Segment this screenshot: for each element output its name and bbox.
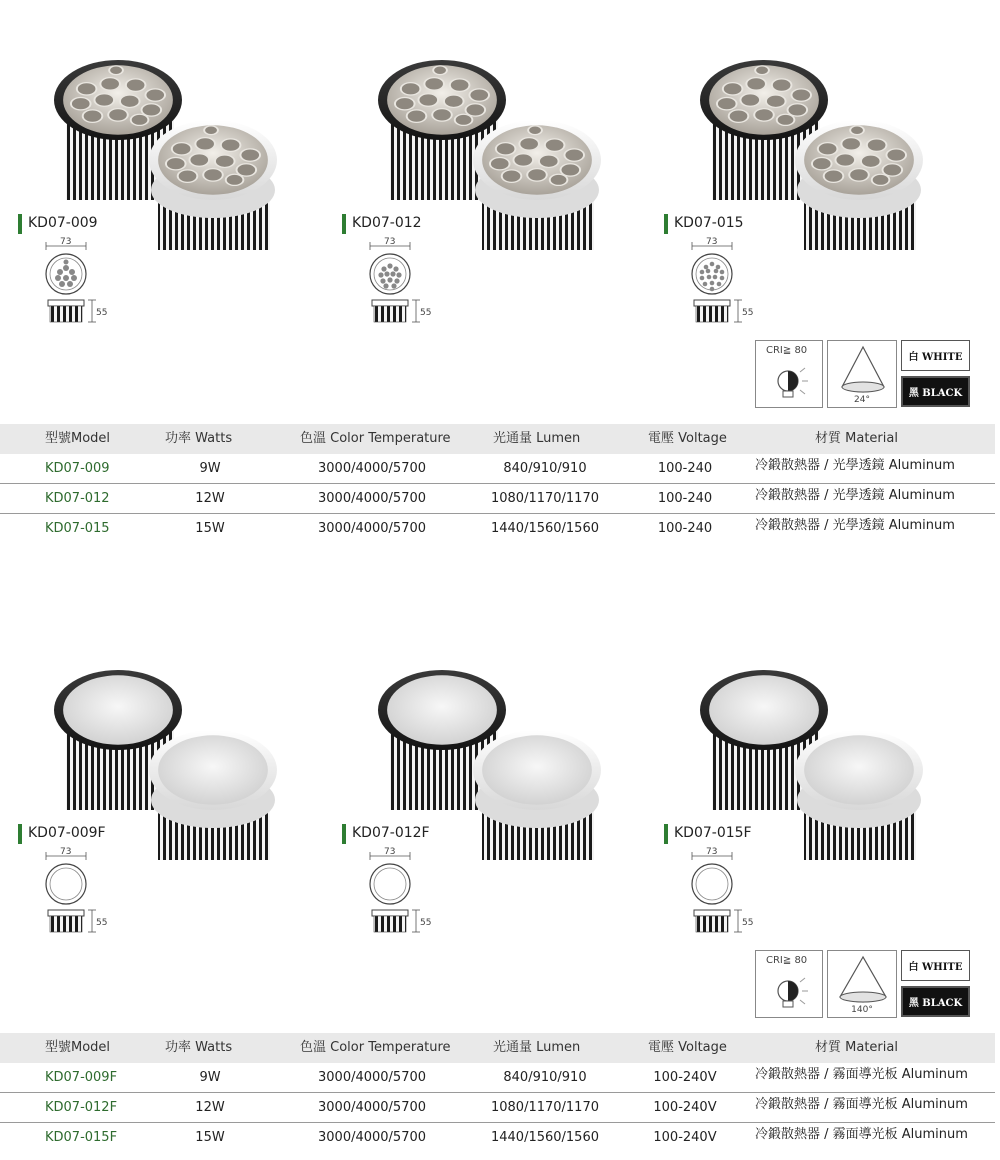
cell-color-temperature: 3000/4000/5700 <box>318 521 427 536</box>
table-header <box>0 424 995 454</box>
cell-watts: 15W <box>195 521 225 536</box>
table-row <box>0 454 995 484</box>
bulb-icon <box>756 341 824 409</box>
black-swatch: 黑 BLACK <box>901 376 970 407</box>
header-material: 材質 Material <box>815 431 898 446</box>
header-lumen: 光通量 Lumen <box>493 431 581 446</box>
header-model: 型號Model <box>45 1040 111 1055</box>
cell-voltage: 100-240 <box>657 461 713 476</box>
header-watts: 功率 Watts <box>165 1040 233 1055</box>
cell-material: 冷鍛散熱器 / 光學透鏡 Aluminum <box>755 488 955 503</box>
model-label: KD07-009F <box>18 824 106 844</box>
width-dimension: 73 <box>60 237 72 247</box>
cell-model: KD07-009 <box>45 461 110 476</box>
product-card <box>664 610 964 930</box>
cell-material: 冷鍛散熱器 / 霧面導光板 Aluminum <box>755 1097 968 1112</box>
dimension-drawing <box>350 848 430 948</box>
beam-angle-label: 24° <box>854 395 870 405</box>
bulb-icon <box>756 951 824 1019</box>
cell-watts: 9W <box>199 461 221 476</box>
cell-voltage: 100-240V <box>653 1070 717 1085</box>
cell-color-temperature: 3000/4000/5700 <box>318 491 427 506</box>
table-header <box>0 1033 995 1063</box>
product-card <box>18 610 318 930</box>
cell-model: KD07-015F <box>45 1130 118 1145</box>
header-color-temperature: 色溫 Color Temperature <box>300 431 451 446</box>
cell-model: KD07-015 <box>45 521 110 536</box>
spec-table <box>0 424 995 544</box>
dimension-drawing <box>26 238 106 338</box>
cell-voltage: 100-240V <box>653 1100 717 1115</box>
cell-color-temperature: 3000/4000/5700 <box>318 1070 427 1085</box>
white-swatch: 白 WHITE <box>901 950 970 981</box>
model-label: KD07-012 <box>342 214 422 234</box>
header-watts: 功率 Watts <box>165 431 233 446</box>
dimension-drawing <box>350 238 430 338</box>
cell-lumen: 840/910/910 <box>503 461 587 476</box>
cell-lumen: 1080/1170/1170 <box>490 491 599 506</box>
table-row <box>0 1063 995 1093</box>
header-material: 材質 Material <box>815 1040 898 1055</box>
cri-label: CRI≧ 80 <box>766 345 808 356</box>
cell-lumen: 1440/1560/1560 <box>490 1130 599 1145</box>
width-dimension: 73 <box>706 847 718 857</box>
cell-color-temperature: 3000/4000/5700 <box>318 1130 427 1145</box>
cell-model: KD07-012 <box>45 491 110 506</box>
black-swatch: 黑 BLACK <box>901 986 970 1017</box>
cell-material: 冷鍛散熱器 / 光學透鏡 Aluminum <box>755 518 955 533</box>
cell-lumen: 1080/1170/1170 <box>490 1100 599 1115</box>
product-card <box>342 0 642 320</box>
cell-lumen: 1440/1560/1560 <box>490 521 599 536</box>
table-row <box>0 1123 995 1153</box>
beam-angle-badge <box>827 950 897 1018</box>
header-lumen: 光通量 Lumen <box>493 1040 581 1055</box>
cell-material: 冷鍛散熱器 / 光學透鏡 Aluminum <box>755 458 955 473</box>
header-voltage: 電壓 Voltage <box>648 1040 727 1055</box>
cell-material: 冷鍛散熱器 / 霧面導光板 Aluminum <box>755 1067 968 1082</box>
cri-badge <box>755 340 823 408</box>
model-label: KD07-015F <box>664 824 752 844</box>
height-dimension: 55 <box>742 918 754 928</box>
cri-badge <box>755 950 823 1018</box>
cell-color-temperature: 3000/4000/5700 <box>318 1100 427 1115</box>
cri-label: CRI≧ 80 <box>766 955 808 966</box>
cell-model: KD07-009F <box>45 1070 118 1085</box>
cell-watts: 12W <box>195 1100 225 1115</box>
cell-voltage: 100-240V <box>653 1130 717 1145</box>
table-row <box>0 484 995 514</box>
width-dimension: 73 <box>384 237 396 247</box>
cell-voltage: 100-240 <box>657 521 713 536</box>
white-swatch: 白 WHITE <box>901 340 970 371</box>
section-multi-lens <box>0 0 1000 545</box>
color-options <box>901 340 970 408</box>
width-dimension: 73 <box>60 847 72 857</box>
spec-badges <box>755 950 970 1020</box>
product-card <box>342 610 642 930</box>
model-label: KD07-012F <box>342 824 430 844</box>
height-dimension: 55 <box>420 918 432 928</box>
dimension-drawing <box>26 848 106 948</box>
header-model: 型號Model <box>45 431 111 446</box>
cell-watts: 15W <box>195 1130 225 1145</box>
spec-table <box>0 1033 995 1153</box>
cell-watts: 12W <box>195 491 225 506</box>
cell-model: KD07-012F <box>45 1100 118 1115</box>
beam-angle-badge <box>827 340 897 408</box>
product-card <box>664 0 964 320</box>
table-row <box>0 1093 995 1123</box>
product-card <box>18 0 318 320</box>
height-dimension: 55 <box>96 918 108 928</box>
model-label: KD07-015 <box>664 214 744 234</box>
section-frosted-lens <box>0 610 1000 1160</box>
cell-voltage: 100-240 <box>657 491 713 506</box>
beam-angle-label: 140° <box>851 1005 873 1015</box>
cell-lumen: 840/910/910 <box>503 1070 587 1085</box>
header-color-temperature: 色溫 Color Temperature <box>300 1040 451 1055</box>
color-options <box>901 950 970 1018</box>
spec-badges <box>755 340 970 410</box>
dimension-drawing <box>672 848 752 948</box>
width-dimension: 73 <box>706 237 718 247</box>
cell-watts: 9W <box>199 1070 221 1085</box>
width-dimension: 73 <box>384 847 396 857</box>
height-dimension: 55 <box>96 308 108 318</box>
header-voltage: 電壓 Voltage <box>648 431 727 446</box>
cell-color-temperature: 3000/4000/5700 <box>318 461 427 476</box>
table-row <box>0 514 995 544</box>
model-label: KD07-009 <box>18 214 98 234</box>
height-dimension: 55 <box>420 308 432 318</box>
dimension-drawing <box>672 238 752 338</box>
height-dimension: 55 <box>742 308 754 318</box>
cell-material: 冷鍛散熱器 / 霧面導光板 Aluminum <box>755 1127 968 1142</box>
